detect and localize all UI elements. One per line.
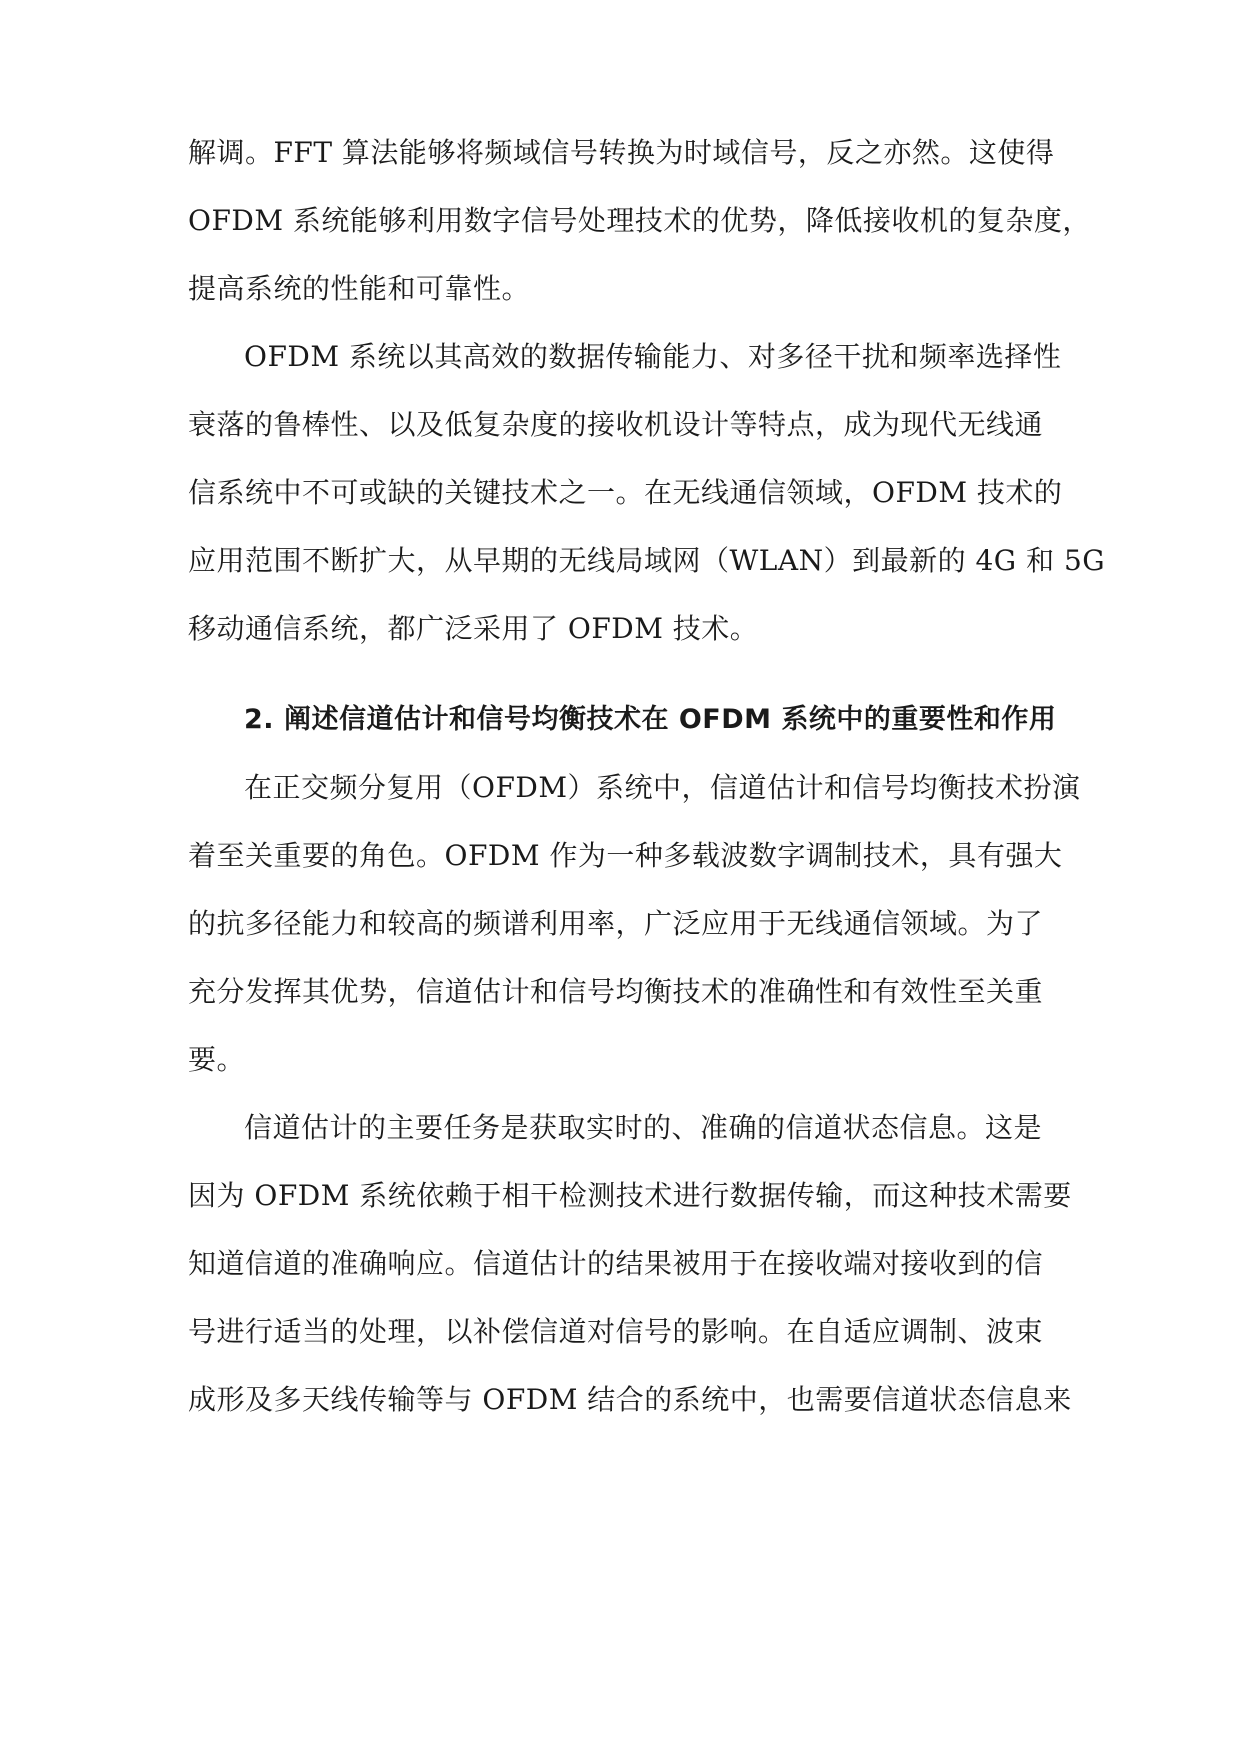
text-line: 应用范围不断扩大，从早期的无线局域网（WLAN）到最新的 4G 和 5G [188, 544, 1106, 577]
text-line: 提高系统的性能和可靠性。 [188, 272, 531, 305]
text-line: 知道信道的准确响应。信道估计的结果被用于在接收端对接收到的信 [188, 1247, 1044, 1280]
text-line: 要。 [188, 1043, 246, 1076]
text-line: 号进行适当的处理，以补偿信道对信号的影响。在自适应调制、波束 [188, 1315, 1044, 1348]
text-line: 成形及多天线传输等与 OFDM 结合的系统中，也需要信道状态信息来 [188, 1383, 1072, 1416]
text-line: 的抗多径能力和较高的频谱利用率，广泛应用于无线通信领域。为了 [188, 907, 1044, 940]
text-line: OFDM 系统能够利用数字信号处理技术的优势，降低接收机的复杂度， [188, 204, 1091, 237]
text-line: 充分发挥其优势，信道估计和信号均衡技术的准确性和有效性至关重 [188, 975, 1044, 1008]
text-line: 信系统中不可或缺的关键技术之一。在无线通信领域，OFDM 技术的 [188, 476, 1063, 509]
paragraph-first-line: OFDM 系统以其高效的数据传输能力、对多径干扰和频率选择性 [244, 340, 1062, 373]
text-line: 衰落的鲁棒性、以及低复杂度的接收机设计等特点，成为现代无线通 [188, 408, 1044, 441]
paragraph-first-line: 在正交频分复用（OFDM）系统中，信道估计和信号均衡技术扮演 [244, 771, 1081, 804]
text-line: 因为 OFDM 系统依赖于相干检测技术进行数据传输，而这种技术需要 [188, 1179, 1072, 1212]
text-line: 解调。FFT 算法能够将频域信号转换为时域信号，反之亦然。这使得 [188, 136, 1055, 169]
text-line: 移动通信系统，都广泛采用了 OFDM 技术。 [188, 612, 759, 645]
section-heading: 2. 阐述信道估计和信号均衡技术在 OFDM 系统中的重要性和作用 [244, 704, 1057, 735]
paragraph-first-line: 信道估计的主要任务是获取实时的、准确的信道状态信息。这是 [244, 1111, 1043, 1144]
text-line: 着至关重要的角色。OFDM 作为一种多载波数字调制技术，具有强大 [188, 839, 1063, 872]
